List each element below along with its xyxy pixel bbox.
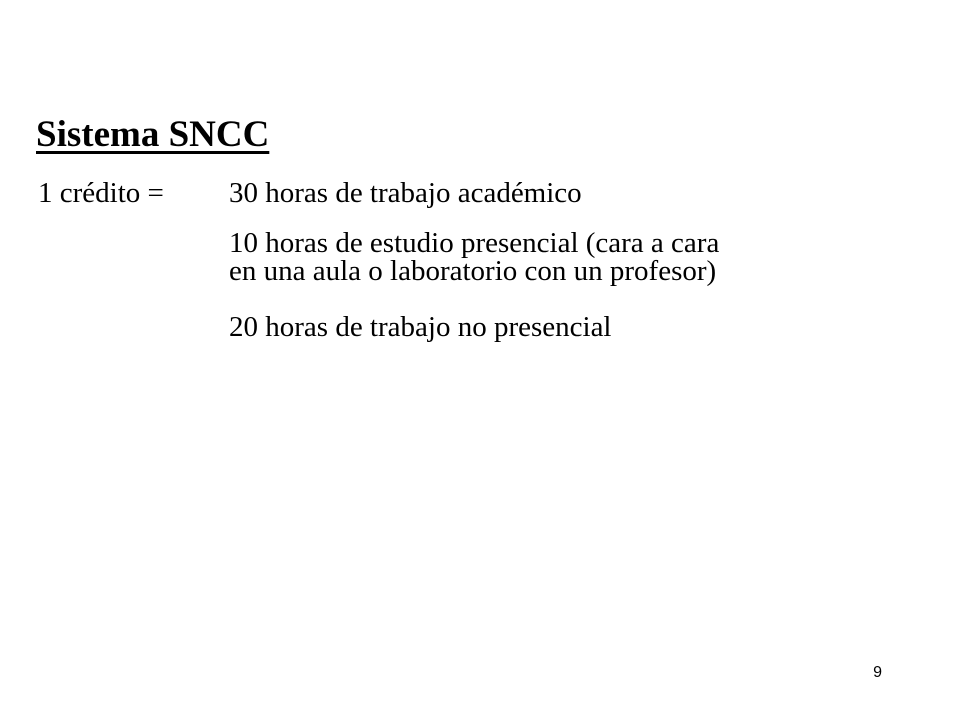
definition-item-academic-work: 30 horas de trabajo académico bbox=[229, 177, 582, 209]
definition-item-in-person-line-1: 10 horas de estudio presencial (cara a cara bbox=[229, 227, 720, 259]
slide-title: Sistema SNCC bbox=[36, 114, 270, 155]
definition-item-non-presential-work: 20 horas de trabajo no presencial bbox=[229, 311, 612, 343]
credit-definition-label: 1 crédito = bbox=[38, 177, 164, 209]
definition-item-in-person-line-2: en una aula o laboratorio con un profesor) bbox=[229, 255, 717, 287]
definition-item-in-person-study bbox=[229, 229, 719, 285]
page-number: 9 bbox=[873, 664, 882, 681]
